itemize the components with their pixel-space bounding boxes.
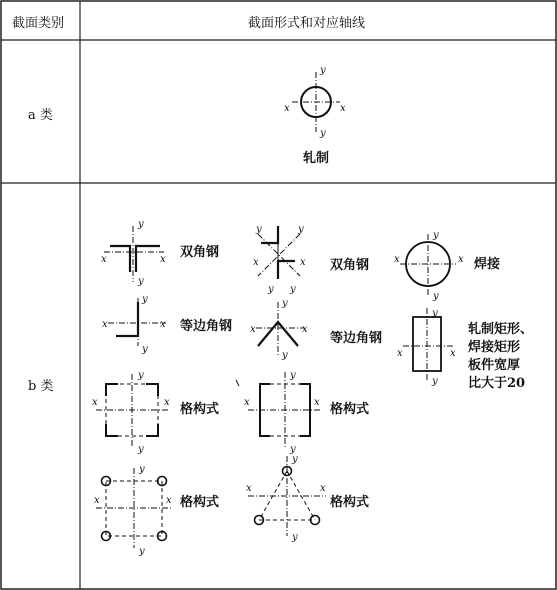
- axis-label-y: y: [290, 370, 296, 381]
- axis-label-y: y: [138, 276, 144, 287]
- section-caption: 等边角钢: [330, 331, 383, 346]
- axis-label-y: y: [432, 376, 438, 387]
- lattice-three-tube-icon: [248, 456, 326, 536]
- section-caption: 格构式: [180, 495, 220, 510]
- axis-label-x: x: [397, 348, 403, 359]
- axis-label-x: x: [394, 254, 400, 265]
- axis-label-x: x: [101, 254, 107, 265]
- axis-label-y: y: [290, 284, 296, 295]
- lattice-four-tube-icon: [96, 468, 172, 548]
- axis-label-x: x: [166, 495, 172, 506]
- axis-label-y: y: [290, 444, 296, 455]
- axis-label-y: y: [282, 298, 288, 309]
- section-caption-line: 比大于20: [468, 376, 526, 391]
- category-b-label: b 类: [28, 379, 54, 394]
- axis-label-y: y: [433, 291, 439, 302]
- welded-circular-tube-icon: [400, 234, 456, 296]
- section-caption: 焊接: [474, 257, 501, 272]
- category-a-label: a 类: [28, 108, 53, 123]
- section-caption-line: 焊接矩形: [468, 340, 521, 355]
- axis-label-x: x: [250, 324, 256, 335]
- header-category: 截面类别: [12, 16, 65, 31]
- rolled-circular-tube-icon: [292, 72, 340, 132]
- double-angle-cross-icon: [258, 226, 300, 279]
- axis-label-x: x: [320, 483, 326, 494]
- axis-label-x: x: [160, 254, 166, 265]
- equal-angle-icon: [108, 298, 166, 346]
- axis-label-y: y: [142, 294, 148, 305]
- axis-label-y: y: [139, 464, 145, 475]
- axis-label-x: x: [164, 397, 170, 408]
- section-caption-line: 板件宽厚: [468, 358, 521, 373]
- axis-label-y: y: [138, 219, 144, 230]
- axis-label-y: y: [433, 230, 439, 241]
- axis-label-y: y: [139, 546, 145, 557]
- section-caption: 格构式: [330, 495, 370, 510]
- double-angle-back-to-back-icon: [104, 226, 164, 282]
- axis-label-x: x: [302, 324, 308, 335]
- axis-label-x: x: [340, 103, 346, 114]
- axis-label-x: x: [253, 257, 259, 268]
- axis-label-y: y: [320, 128, 326, 139]
- axis-label-x: x: [244, 397, 250, 408]
- section-caption: 格构式: [180, 402, 220, 417]
- axis-label-y: y: [292, 454, 298, 465]
- section-caption: 等边角钢: [180, 319, 233, 334]
- axis-label-y: y: [138, 444, 144, 455]
- axis-label-y: y: [138, 370, 144, 381]
- lattice-two-channel-icon: [236, 372, 322, 448]
- table-grid: [1, 1, 556, 589]
- lattice-four-angle-icon: [96, 374, 168, 448]
- axis-label-x: x: [92, 397, 98, 408]
- axis-label-y: y: [142, 344, 148, 355]
- axis-label-x: x: [314, 397, 320, 408]
- axis-label-x: x: [450, 348, 456, 359]
- section-caption: 格构式: [330, 402, 370, 417]
- equal-angle-rotated-icon: [256, 302, 304, 356]
- axis-label-x: x: [458, 254, 464, 265]
- section-caption-line: 轧制矩形、: [468, 322, 534, 337]
- axis-label-x: x: [94, 495, 100, 506]
- section-caption: 双角钢: [180, 245, 220, 260]
- axis-label-y: y: [268, 284, 274, 295]
- axis-label-x: x: [246, 483, 252, 494]
- axis-label-x: x: [160, 319, 166, 330]
- section-caption-multiline: [468, 321, 533, 393]
- rectangular-tube-icon: [403, 308, 455, 382]
- axis-label-y: y: [282, 350, 288, 361]
- axis-label-x: x: [300, 257, 306, 268]
- axis-label-x: x: [102, 319, 108, 330]
- axis-label-x: x: [284, 103, 290, 114]
- axis-label-y: y: [256, 224, 262, 235]
- axis-label-y: y: [292, 532, 298, 543]
- header-section-form: 截面形式和对应轴线: [248, 16, 366, 31]
- axis-label-y: y: [320, 65, 326, 76]
- section-caption: 双角钢: [330, 258, 370, 273]
- axis-label-y: y: [432, 308, 438, 319]
- axis-label-y: y: [298, 224, 304, 235]
- section-caption: 轧制: [303, 151, 330, 166]
